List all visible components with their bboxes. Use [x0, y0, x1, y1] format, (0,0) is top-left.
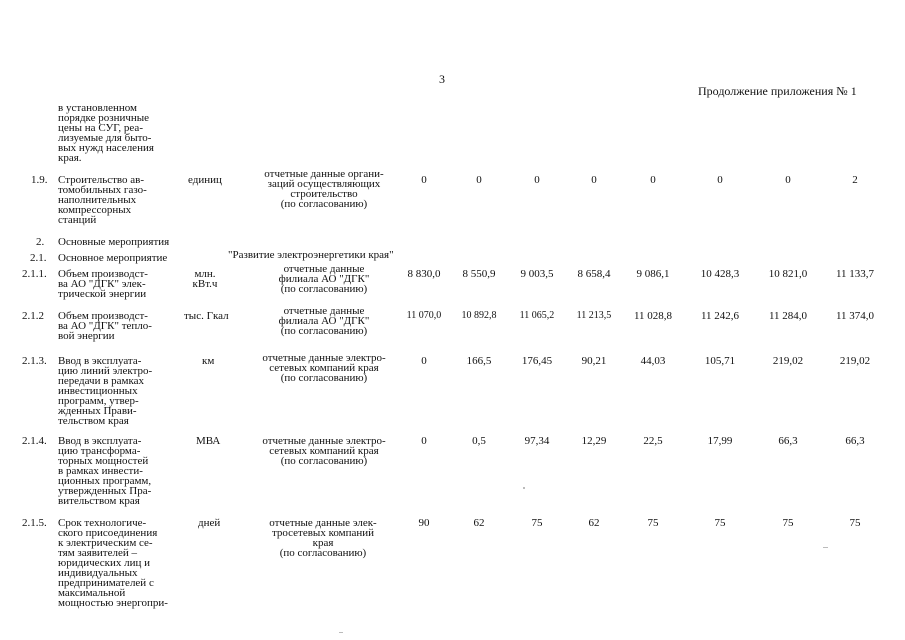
- row-2-1-4-unit: МВА: [196, 435, 221, 447]
- row-2-1-2-value-6: 11 242,6: [700, 310, 740, 322]
- row-2-1-4-name: Ввод в эксплуата- цию трансформа- торных мощностей в рамках инвести- ционных программ, утвержденных Пра- вительством края: [58, 435, 152, 507]
- row-2-1-4-value-2: 0,5: [472, 435, 486, 447]
- row-2-1-2-unit: тыс. Гкал: [184, 310, 229, 322]
- row-2-1-4-value-3: 97,34: [524, 435, 550, 447]
- row-2-1-2-value-4: 11 213,5: [576, 310, 612, 321]
- row-1-9-source: отчетные данные органи- заций осуществляющих строительство (по согласованию): [264, 168, 384, 210]
- row-2-1-1-value-6: 10 428,3: [700, 268, 740, 280]
- row-2-1-3-value-8: 219,02: [839, 355, 871, 367]
- row-2-1-1-value-3: 9 003,5: [520, 268, 554, 280]
- row-2-1-4-source: отчетные данные электро- сетевых компаний края (по согласованию): [262, 435, 386, 467]
- row-1-9-value-1: 0: [421, 174, 427, 186]
- row-2-1-3-value-5: 44,03: [640, 355, 666, 367]
- row-2-1-2-value-5: 11 028,8: [633, 310, 673, 322]
- row-1-9-value-8: 2: [852, 174, 858, 186]
- row-2-1-5-value-6: 75: [714, 517, 726, 529]
- row-2-1-5-value-4: 62: [588, 517, 600, 529]
- row-2-1-3-value-1: 0: [421, 355, 427, 367]
- row-2-1-4-value-1: 0: [421, 435, 427, 447]
- row-2-1-4-value-5: 22,5: [643, 435, 663, 447]
- row-1-8-name-continued: в установленном порядке розничные цены на СУГ, реа- лизуемые для быто- вых нужд населения края.: [58, 102, 154, 164]
- row-2-1-5-value-8: 75: [849, 517, 861, 529]
- row-2-1-number: 2.1.: [30, 252, 47, 264]
- row-2-1-2-value-2: 10 892,8: [461, 310, 497, 321]
- row-2-1-1-value-5: 9 086,1: [636, 268, 670, 280]
- row-2-1-2-number: 2.1.2: [22, 310, 44, 322]
- row-2-1-3-name: Ввод в эксплуата- цию линий электро- передачи в рамках инвестиционных программ, утвер- жденных Прави- тельством края: [58, 355, 153, 427]
- row-2-1-5-value-2: 62: [473, 517, 485, 529]
- row-2-1-1-source: отчетные данные филиала АО "ДГК" (по согласованию): [278, 263, 370, 295]
- row-2-1-5-name: Срок технологиче- ского присоединения к электрическим се- тям заявителей – юридических лиц и индивидуальных предпринимателей с максимальной мощностью энергопри-: [58, 517, 168, 609]
- row-2-1-1-number: 2.1.1.: [22, 268, 47, 280]
- row-2-1-name: Основное мероприятие: [58, 252, 168, 264]
- row-2-1-5-value-5: 75: [647, 517, 659, 529]
- row-2-1-5-value-3: 75: [531, 517, 543, 529]
- row-2-1-3-value-6: 105,71: [704, 355, 736, 367]
- scan-speck: [339, 632, 343, 633]
- row-1-9-value-4: 0: [591, 174, 597, 186]
- row-1-9-value-3: 0: [534, 174, 540, 186]
- row-1-9-name: Строительство ав- томобильных газо- наполнительных компрессорных станций: [58, 174, 147, 226]
- row-1-9-value-6: 0: [717, 174, 723, 186]
- row-2-1-1-value-7: 10 821,0: [768, 268, 808, 280]
- row-1-9-number: 1.9.: [31, 174, 48, 186]
- row-2-1-3-value-3: 176,45: [521, 355, 553, 367]
- row-2-1-3-value-2: 166,5: [466, 355, 492, 367]
- row-2-1-2-value-3: 11 065,2: [519, 310, 555, 321]
- row-2-1-2-name: Объем производст- ва АО "ДГК" тепло- вой энергии: [58, 310, 152, 342]
- row-2-1-3-value-7: 219,02: [772, 355, 804, 367]
- row-2-1-1-value-1: 8 830,0: [407, 268, 441, 280]
- row-2-1-4-value-6: 17,99: [707, 435, 733, 447]
- row-2-1-2-source: отчетные данные филиала АО "ДГК" (по согласованию): [278, 305, 370, 337]
- row-2-number: 2.: [36, 236, 45, 248]
- row-1-9-value-7: 0: [785, 174, 791, 186]
- row-2-1-3-source: отчетные данные электро- сетевых компаний края (по согласованию): [262, 352, 386, 384]
- row-2-1-5-source: отчетные данные элек- тросетевых компаний края (по согласованию): [269, 517, 377, 559]
- row-2-1-3-number: 2.1.3.: [22, 355, 47, 367]
- row-2-1-4-number: 2.1.4.: [22, 435, 47, 447]
- scan-speck: [823, 547, 828, 548]
- row-2-1-4-value-4: 12,29: [581, 435, 607, 447]
- appendix-continuation: Продолжение приложения № 1: [698, 84, 857, 98]
- row-2-name: Основные мероприятия: [58, 236, 170, 248]
- row-2-1-4-value-8: 66,3: [845, 435, 865, 447]
- row-2-1-5-value-1: 90: [418, 517, 430, 529]
- row-2-1-3-value-4: 90,21: [581, 355, 607, 367]
- page-number: 3: [439, 72, 445, 86]
- row-1-9-value-5: 0: [650, 174, 656, 186]
- row-2-1-1-value-8: 11 133,7: [835, 268, 875, 280]
- row-2-1-2-value-7: 11 284,0: [768, 310, 808, 322]
- row-2-1-1-name: Объем производст- ва АО "ДГК" элек- трической энергии: [58, 268, 148, 300]
- row-2-1-3-unit: км: [202, 355, 215, 367]
- row-2-1-1-unit: млн. кВт.ч: [192, 268, 218, 290]
- scan-speck: [523, 487, 525, 489]
- row-2-1-5-value-7: 75: [782, 517, 794, 529]
- row-2-1-1-value-2: 8 550,9: [462, 268, 496, 280]
- row-1-9-unit: единиц: [188, 174, 222, 186]
- row-2-1-5-unit: дней: [198, 517, 221, 529]
- row-1-9-value-2: 0: [476, 174, 482, 186]
- row-2-1-title: "Развитие электроэнергетики края": [228, 249, 394, 261]
- row-2-1-4-value-7: 66,3: [778, 435, 798, 447]
- row-2-1-5-number: 2.1.5.: [22, 517, 47, 529]
- row-2-1-1-value-4: 8 658,4: [577, 268, 611, 280]
- row-2-1-2-value-8: 11 374,0: [835, 310, 875, 322]
- row-2-1-2-value-1: 11 070,0: [406, 310, 442, 321]
